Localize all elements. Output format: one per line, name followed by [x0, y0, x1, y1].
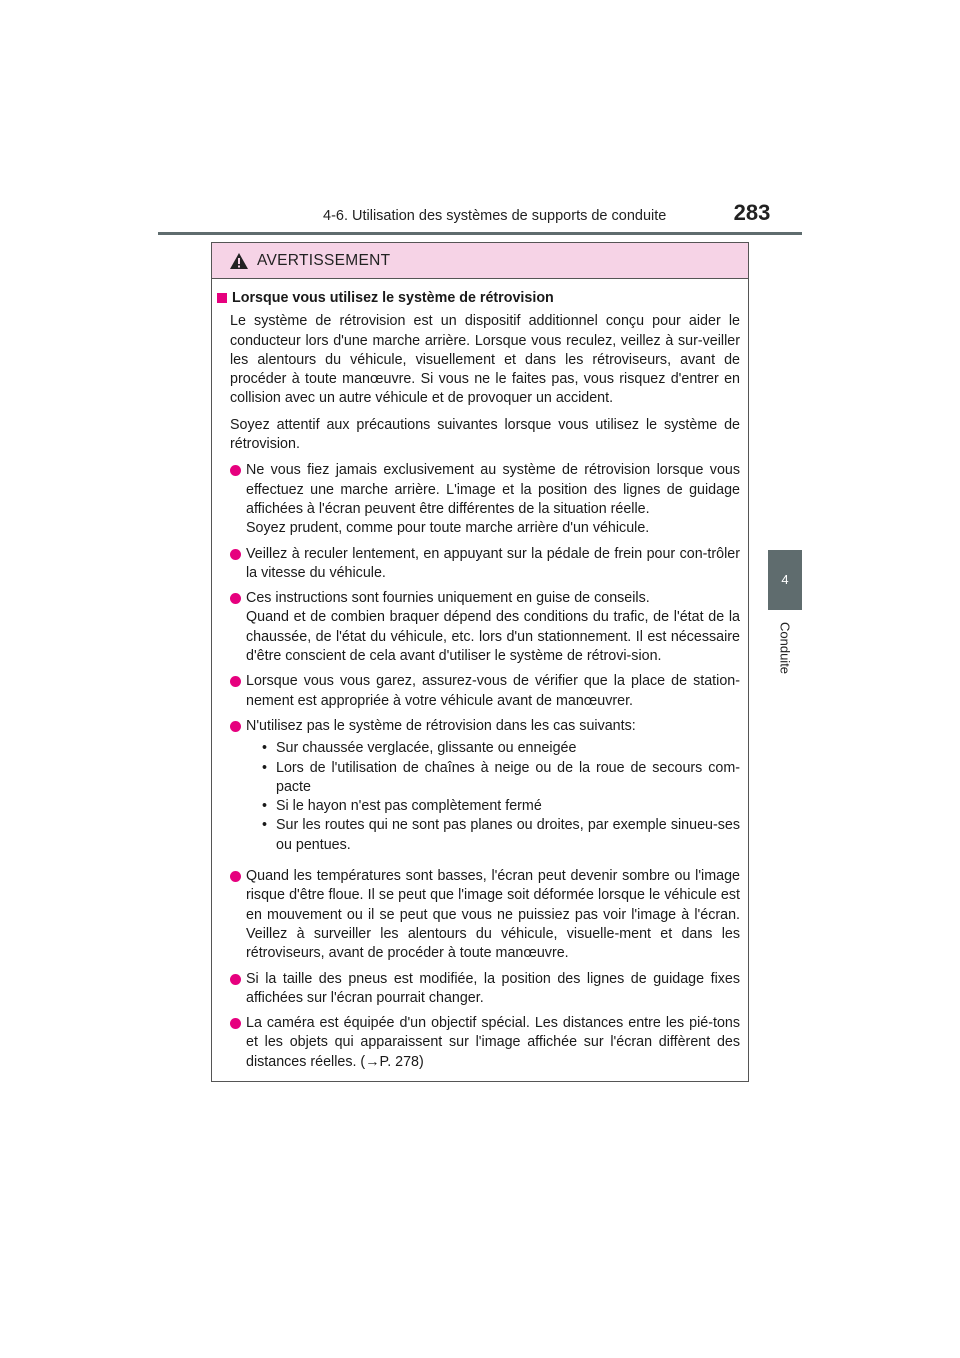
- bullet-dot-icon: [230, 549, 241, 560]
- list-item-text: Lorsque vous vous garez, assurez-vous de vérifier que la place de station-nement est appropriée à votre véhicule avant de manœuvrer.: [246, 673, 740, 709]
- precautions-paragraph: Soyez attentif aux précautions suivantes lorsque vous utilisez le système de rétrovision.: [230, 416, 740, 453]
- warning-box: [211, 242, 749, 1082]
- list-item-text-continued: Soyez prudent, comme pour toute marche arrière d'un véhicule.: [246, 520, 650, 537]
- square-bullet-icon: [217, 293, 227, 303]
- list-item: [217, 461, 740, 538]
- bullet-dot-icon: [230, 676, 241, 687]
- bullet-dot-icon: [230, 871, 241, 882]
- list-item: [217, 717, 740, 861]
- chapter-tab[interactable]: 4: [768, 550, 802, 610]
- sub-list-item-text: Si le hayon n'est pas complètement fermé: [276, 798, 542, 815]
- sub-list-item-text: Sur les routes qui ne sont pas planes ou droites, par exemple sinueu-ses ou pentues.: [276, 817, 740, 853]
- chapter-label: Conduite: [777, 621, 793, 675]
- sub-list-item: [246, 816, 740, 855]
- bullet-dot-icon: [230, 974, 241, 985]
- list-item-text: Si la taille des pneus est modifiée, la position des lignes de guidage fixes affichées sur l'écran pourrait changer.: [246, 970, 740, 1006]
- list-item: [217, 545, 740, 584]
- list-item-text: Ne vous fiez jamais exclusivement au système de rétrovision lorsque vous effectuez une marche arrière. L'image et la position des lignes de guidage affichées à l'écran peuvent être différentes de la situation réelle.: [246, 462, 740, 517]
- list-item-text: N'utilisez pas le système de rétrovision dans les cas suivants:: [246, 717, 636, 734]
- list-item: [217, 867, 740, 963]
- list-item: [217, 1014, 740, 1072]
- list-item: [217, 589, 740, 666]
- sub-list-item: [246, 797, 740, 816]
- section-title: 4-6. Utilisation des systèmes de supports de conduite: [323, 208, 667, 224]
- list-item-text: Ces instructions sont fournies uniquement en guise de conseils.: [246, 590, 650, 607]
- bullet-dot-icon: [230, 465, 241, 476]
- section-heading: [217, 289, 740, 308]
- intro-paragraph: Le système de rétrovision est un dispositif additionnel conçu pour aider le conducteur lors d'une marche arrière. Lorsque vous reculez, veillez à sur-veiller les alentours du véhicule, visuellement et dans les rétroviseurs, avant de procéder à toute manœuvre. Si vous ne le faites pas, vous risquez d'entrer en collision avec un autre véhicule et de provoquer un accident.: [230, 313, 740, 407]
- list-item-text: Veillez à reculer lentement, en appuyant sur la pédale de frein pour con-trôler la vitesse du véhicule.: [246, 545, 740, 581]
- warning-body: [212, 279, 748, 1072]
- bullet-dot-icon: [230, 721, 241, 732]
- warning-header: [212, 243, 748, 279]
- sub-bullet-icon: •: [262, 759, 268, 776]
- bullet-dot-icon: [230, 1018, 241, 1029]
- warning-triangle-icon: [229, 252, 249, 270]
- list-item-text: La caméra est équipée d'un objectif spécial. Les distances entre les pié-tons et les objets qui apparaissent sur l'image affichée sur l'écran diffèrent des distances réelles. (: [246, 1015, 740, 1070]
- sub-list-item-text: Sur chaussée verglacée, glissante ou enneigée: [276, 740, 577, 757]
- sub-list-item: [246, 739, 740, 758]
- sub-list-item-text: Lors de l'utilisation de chaînes à neige ou de la roue de secours com-pacte: [276, 759, 740, 795]
- page-reference-arrow-icon: →: [365, 1053, 380, 1070]
- warning-title: AVERTISSEMENT: [257, 251, 391, 269]
- list-item: [217, 970, 740, 1009]
- sub-bullet-icon: •: [262, 740, 268, 757]
- sub-bullet-icon: •: [262, 817, 268, 834]
- list-item-text: Quand les températures sont basses, l'écran peut devenir sombre ou l'image risque d'être floue. Il se peut que l'image soit déformée lorsque le véhicule est en mouvement ou il se peut que vous ne puissiez pas voir l'image à l'écran. Veillez à surveiller les alentours du véhicule, visuelle-ment et dans les rétroviseurs, avant de procéder à toute manœuvre.: [246, 868, 740, 962]
- page-reference-link[interactable]: P. 278): [379, 1053, 424, 1070]
- bullet-dot-icon: [230, 593, 241, 604]
- sub-list: [246, 739, 740, 855]
- sub-bullet-icon: •: [262, 798, 268, 815]
- section-heading-text: Lorsque vous utilisez le système de rétrovision: [232, 290, 554, 306]
- header-divider: [158, 232, 802, 235]
- list-item: [217, 672, 740, 711]
- list-item-text-continued: Quand et de combien braquer dépend des conditions du trafic, de l'état de la chaussée, de l'état du véhicule, etc. lors d'un stationnement. Il est nécessaire d'être conscient de cela avant d'utiliser le système de rétrovi-sion.: [246, 609, 740, 665]
- sub-list-item: [246, 759, 740, 798]
- page-number: 283: [733, 200, 771, 225]
